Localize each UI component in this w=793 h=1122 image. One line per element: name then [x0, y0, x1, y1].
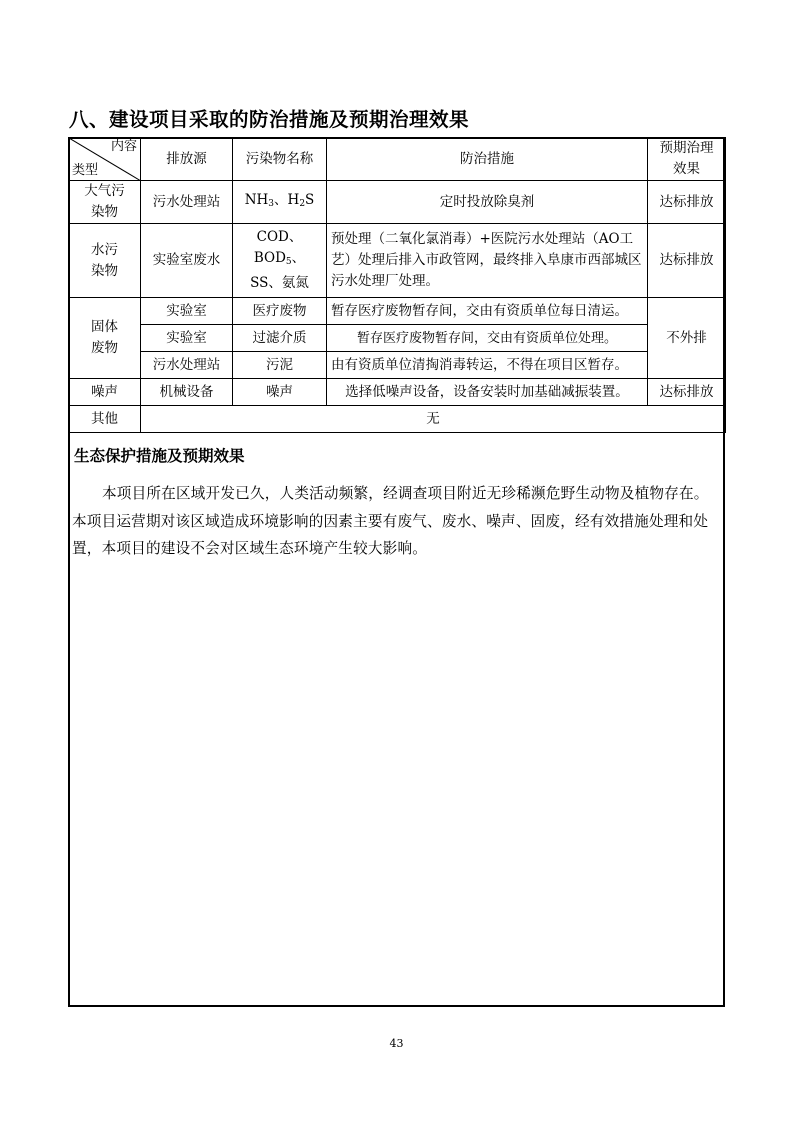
type-solid-line1: 固体 — [91, 319, 118, 335]
header-effect — [648, 138, 726, 181]
value-other: 无 — [141, 406, 726, 433]
type-other: 其他 — [69, 406, 141, 433]
measures-solid-2: 暂存医疗废物暂存间，交由有资质单位处理。 — [327, 325, 648, 352]
type-air-line2: 染物 — [91, 204, 118, 220]
measures-solid-1: 暂存医疗废物暂存间，交由有资质单位每日清运。 — [327, 298, 648, 325]
table-header-row — [69, 138, 726, 181]
measures-table — [68, 137, 726, 433]
measures-water: 预处理（二氧化氯消毒）+医院污水处理站（AO工艺）处理后排入市政管网，最终排入阜康市西部城区污水处理厂处理。 — [327, 224, 648, 298]
table-row-solid-2 — [69, 325, 726, 352]
table-row-water — [69, 224, 726, 298]
source-noise: 机械设备 — [141, 379, 233, 406]
pollutant-solid-1: 医疗废物 — [233, 298, 327, 325]
effect-noise: 达标排放 — [648, 379, 726, 406]
pollutant-h2s: 、H — [274, 191, 300, 208]
source-solid-2: 实验室 — [141, 325, 233, 352]
header-source: 排放源 — [141, 138, 233, 181]
pollutant-noise: 噪声 — [233, 379, 327, 406]
diagonal-header-cell — [69, 138, 141, 181]
pollutant-nh3-sub: 3 — [268, 198, 275, 209]
eco-section-title: 生态保护措施及预期效果 — [74, 447, 245, 465]
table-row-other — [69, 406, 726, 433]
measures-air: 定时投放除臭剂 — [327, 181, 648, 224]
header-pollutant: 污染物名称 — [233, 138, 327, 181]
header-type-label: 类型 — [72, 163, 99, 178]
header-effect-line1: 预期治理 — [659, 140, 714, 156]
type-solid — [69, 298, 141, 379]
measures-noise: 选择低噪声设备，设备安装时加基础减振装置。 — [327, 379, 648, 406]
header-effect-line2: 效果 — [673, 161, 700, 177]
pollutant-cod-bod: COD、BOD — [253, 229, 303, 266]
type-air — [69, 181, 141, 224]
source-air: 污水处理站 — [141, 181, 233, 224]
pollutant-line1-end: 、 — [291, 250, 306, 266]
eco-paragraph: 本项目所在区域开发已久，人类活动频繁，经调查项目附近无珍稀濒危野生动物及植物存在。本项目运营期对该区域造成环境影响的因素主要有废气、废水、噪声、固废，经有效措施处理和处置，本项目的建设不会对区域生态环境产生较大影响。 — [72, 485, 709, 557]
table-row-air — [69, 181, 726, 224]
type-water — [69, 224, 141, 298]
pollutant-water — [233, 224, 327, 298]
source-water: 实验室废水 — [141, 224, 233, 298]
pollutant-water-line1 — [235, 227, 324, 273]
type-water-line1: 水污 — [91, 241, 118, 258]
pollutant-h2s-sub: 2 — [299, 198, 306, 209]
effect-solid: 不外排 — [648, 298, 726, 379]
pollutant-bod-sub: 5 — [285, 257, 292, 267]
measures-solid-3: 由有资质单位清掏消毒转运，不得在项目区暂存。 — [327, 352, 648, 379]
type-air-line1: 大气污 — [84, 183, 125, 199]
effect-air: 达标排放 — [648, 181, 726, 224]
pollutant-solid-2: 过滤介质 — [233, 325, 327, 352]
pollutant-nh3: NH — [244, 191, 269, 208]
effect-water: 达标排放 — [648, 224, 726, 298]
pollutant-water-line2: SS、氨氮 — [250, 275, 309, 291]
table-row-solid-1 — [69, 298, 726, 325]
section-heading: 八、建设项目采取的防治措施及预期治理效果 — [69, 108, 470, 131]
table-row-solid-3 — [69, 352, 726, 379]
pollutant-h2s-end: S — [305, 191, 315, 208]
table-row-noise — [69, 379, 726, 406]
page-number: 43 — [389, 1037, 404, 1050]
type-solid-line2: 废物 — [91, 340, 118, 356]
source-solid-3: 污水处理站 — [141, 352, 233, 379]
type-noise: 噪声 — [69, 379, 141, 406]
source-solid-1: 实验室 — [141, 298, 233, 325]
header-measures: 防治措施 — [327, 138, 648, 181]
type-water-line2: 染物 — [91, 262, 118, 279]
pollutant-solid-3: 污泥 — [233, 352, 327, 379]
pollutant-air — [233, 181, 327, 224]
header-content-label: 内容 — [110, 139, 137, 154]
